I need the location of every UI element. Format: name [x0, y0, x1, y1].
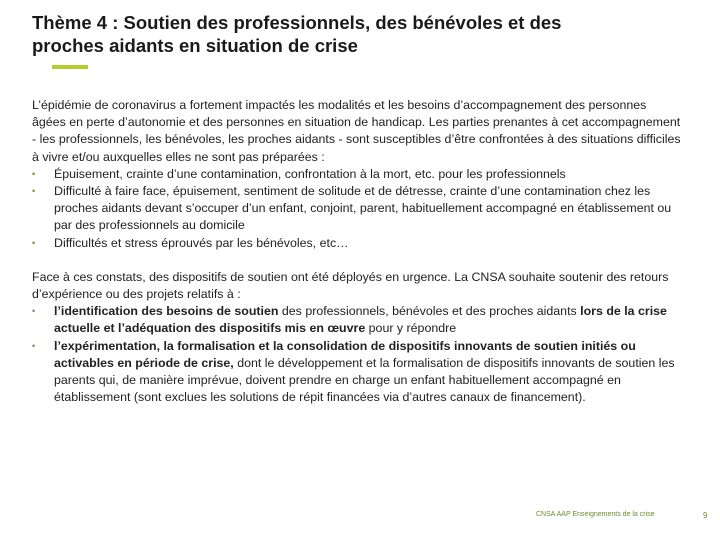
bullet-icon: •	[32, 306, 36, 317]
footer-text: CNSA AAP Enseignements de la crise	[536, 511, 655, 518]
section1-bullet-list	[32, 166, 682, 252]
bullet-icon: •	[32, 340, 36, 351]
bullet-icon: •	[32, 237, 36, 248]
section1-bullet-item	[32, 183, 682, 235]
bullet-text: dont le développement et la formalisation de dispositifs innovants de soutien les parents qui, de manière imprévue, doivent prendre en charge un enfant habituellement accompagné en établissement (sont exclues les solutions de répit financées via d’autres canaux de financement).	[54, 355, 675, 405]
bullet-text: Difficultés et stress éprouvés par les bénévoles, etc…	[54, 235, 349, 250]
section2-intro: Face à ces constats, des dispositifs de soutien ont été déployés en urgence. La CNSA souhaite soutenir des retours d’expérience ou des projets relatifs à :	[32, 269, 669, 302]
bullet-bold-text: l’identification des besoins de soutien	[54, 304, 279, 319]
page-number: 9	[703, 511, 708, 520]
section1-bullet-item	[32, 166, 682, 183]
bullet-text: des professionnels, bénévoles et des proches aidants	[278, 304, 581, 319]
bullet-text: pour y répondre	[365, 321, 457, 336]
bullet-icon: •	[32, 168, 36, 179]
title-line-1: Thème 4 : Soutien des professionnels, des bénévoles et des	[32, 12, 562, 33]
bullet-icon: •	[32, 186, 36, 197]
title-accent-bar	[52, 65, 88, 69]
slide-title	[32, 11, 672, 57]
slide-body	[32, 97, 682, 406]
bullet-text: Difficulté à faire face, épuisement, sentiment de solitude et de détresse, crainte d’une contamination chez les proches aidants devant s’occuper d’un enfant, conjoint, parent, habituellement accompagné en établissement ou par des professionnels au domicile	[54, 184, 672, 233]
section1-intro: L’épidémie de coronavirus a fortement impactés les modalités et les besoins d’accompagnement des personnes âgées en perte d’autonomie et des personnes en situation de handicap. Les parties prenantes à cet accompagnement - les professionnels, les bénévoles, les proches aidants - sont susceptibles d’être confrontées à des situations difficiles à vivre et/ou auxquelles elles ne sont pas préparées :	[32, 98, 681, 164]
section2-bullet-item	[32, 338, 682, 407]
title-line-2: proches aidants en situation de crise	[32, 35, 358, 56]
bullet-bold-text: lors de la crise actuelle et l’adéquation des dispositifs mis en œuvre	[54, 304, 667, 336]
section2-bullet-list	[32, 303, 682, 406]
bullet-bold-text: l’expérimentation, la formalisation et la consolidation de dispositifs innovants de soutien initiés ou activables en période de crise,	[54, 338, 636, 370]
section2-bullet-item	[32, 303, 682, 337]
section1-bullet-item	[32, 235, 682, 252]
bullet-text: Épuisement, crainte d’une contamination, confrontation à la mort, etc. pour les professionnels	[54, 166, 566, 181]
